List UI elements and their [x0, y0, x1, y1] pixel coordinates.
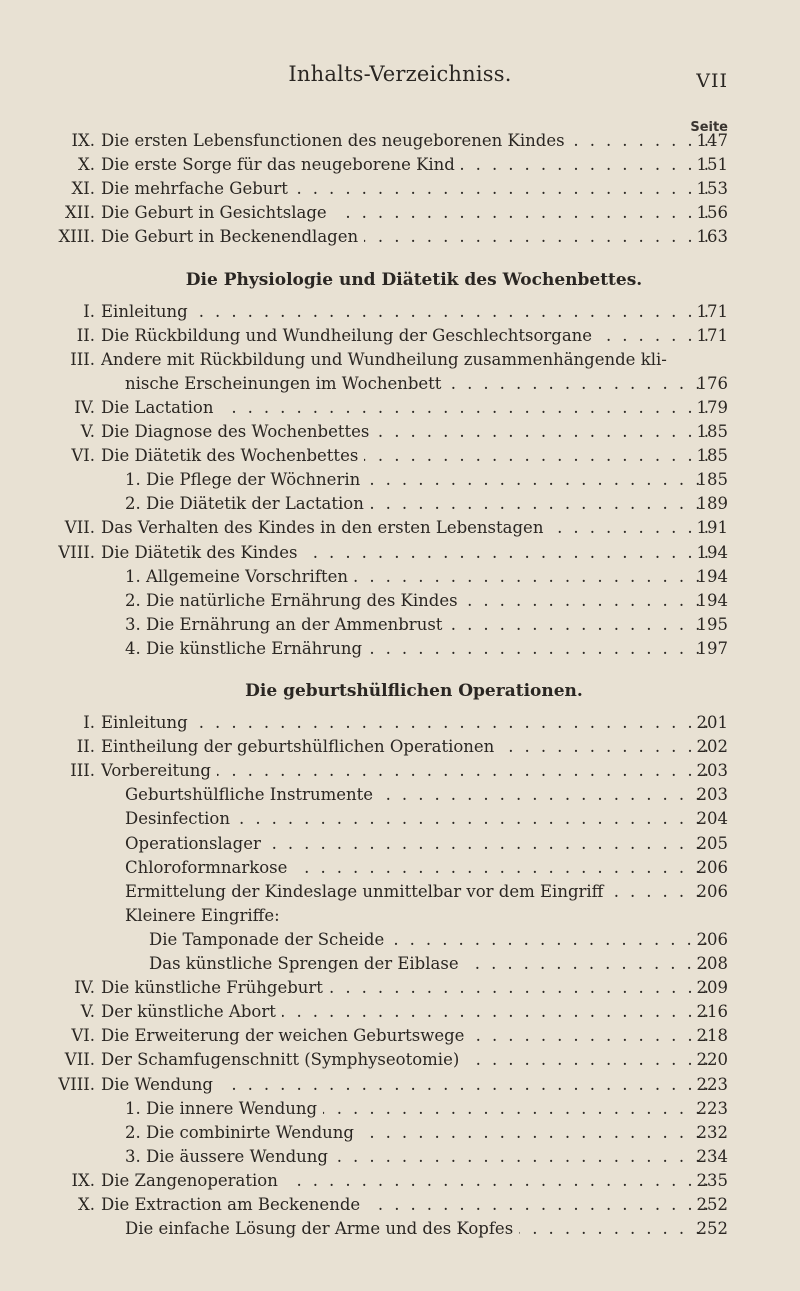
section-heading: Die Physiologie und Diätetik des Wochenbettes. [185, 269, 643, 290]
entry-page: 185 [696, 422, 728, 441]
entry-number: II. [76, 737, 95, 757]
entry-number: VI. [71, 1026, 95, 1046]
entry-page: 232 [696, 1122, 728, 1142]
entry-title: Operationslager . . . [125, 832, 708, 856]
toc-entry [0, 1145, 800, 1169]
entry-title: Die Diätetik des Kindes . . . [101, 541, 708, 565]
entry-title: Die Erweiterung der weichen Geburtswege . . . [101, 1024, 708, 1048]
entry-page: 203 [696, 785, 728, 805]
toc-entry [0, 832, 800, 856]
entry-title: 2. Die Diätetik der Lactation . . . [125, 492, 708, 516]
entry-title: Das Verhalten des Kindes in den ersten Lebenstagen . . . [101, 516, 708, 540]
entry-title: 1. Allgemeine Vorschriften . . . [125, 565, 708, 589]
toc-entry [0, 711, 800, 735]
entry-title: Die Wendung . . . [101, 1073, 708, 1097]
entry-title: Die Diagnose des Wochenbettes . . . [101, 420, 708, 444]
entry-page: 252 [696, 1195, 728, 1214]
entry-number: VI. [71, 446, 95, 466]
entry-title: Die Diätetik des Wochenbettes . . . [101, 444, 708, 468]
entry-page: 223 [696, 1098, 728, 1118]
toc-entry [0, 1121, 800, 1145]
entry-page: 194 [696, 566, 728, 586]
entry-title: Einleitung . . . [101, 711, 708, 735]
entry-page: 202 [696, 737, 728, 757]
entry-page: 206 [696, 857, 728, 877]
entry-number: V. [80, 1002, 95, 1022]
toc-entry [0, 1217, 800, 1241]
entry-number: VII. [64, 1050, 95, 1070]
entry-page: 209 [696, 978, 728, 998]
entry-title: Einleitung . . . [101, 300, 708, 324]
entry-number: IV. [74, 397, 95, 417]
toc-entry [0, 300, 800, 324]
toc-entry [0, 492, 800, 516]
entry-title: Das künstliche Sprengen der Eiblase . . . [149, 952, 708, 976]
toc-entry [0, 783, 800, 807]
toc-entry [0, 1024, 800, 1048]
entry-title: Die künstliche Frühgeburt . . . [101, 976, 708, 1000]
entry-page: 189 [696, 494, 728, 514]
entry-number: X. [78, 1195, 95, 1214]
toc-entry [0, 420, 800, 444]
entry-page: 171 [696, 301, 728, 321]
entry-number: II. [76, 325, 95, 345]
entry-title: 1. Die Pflege der Wöchnerin . . . [125, 468, 708, 492]
entry-page: 203 [696, 761, 728, 781]
entry-page: 185 [696, 470, 728, 490]
entry-page: 206 [696, 929, 728, 949]
entry-page: 191 [696, 518, 728, 538]
toc-entry [0, 856, 800, 880]
entry-number: VIII. [58, 1074, 95, 1094]
toc-entry [0, 880, 800, 904]
entry-page: 216 [696, 1002, 728, 1022]
entry-number: X. [78, 155, 95, 175]
toc-entry [0, 516, 800, 540]
entry-page: 194 [696, 542, 728, 562]
toc-entry [0, 396, 800, 420]
toc-entry [0, 1193, 800, 1217]
entry-page: 185 [696, 446, 728, 466]
entry-number: IV. [74, 978, 95, 998]
toc-entry [0, 225, 800, 249]
entry-title: Die erste Sorge für das neugeborene Kind . . . [101, 153, 708, 177]
entry-title: Die mehrfache Geburt . . . [101, 177, 708, 201]
entry-title: 2. Die natürliche Ernährung des Kindes . . . [125, 589, 708, 613]
toc-entry [0, 201, 800, 225]
entry-title: Kleinere Eingriffe: [125, 904, 728, 928]
toc-entry [0, 444, 800, 468]
entry-title: Die Geburt in Beckenendlagen . . . [101, 225, 708, 249]
entry-title: Chloroformnarkose . . . [125, 856, 708, 880]
entry-page: 208 [696, 954, 728, 973]
entry-number: III. [70, 349, 95, 369]
toc-entry [0, 735, 800, 759]
section-heading: Die geburtshülflichen Operationen. [245, 681, 583, 701]
toc-entry [0, 1000, 800, 1024]
toc-entry [0, 928, 800, 952]
entry-title: Der künstliche Abort . . . [101, 1000, 708, 1024]
toc-entry [0, 1097, 800, 1121]
running-head-title: Inhalts-Verzeichniss. [288, 62, 512, 86]
entry-page: 206 [696, 881, 728, 901]
toc-entry [0, 565, 800, 589]
toc-entry [0, 613, 800, 637]
entry-page: 235 [696, 1170, 728, 1190]
toc-entry [0, 177, 800, 201]
toc-entry [0, 324, 800, 348]
entry-title: 4. Die künstliche Ernährung . . . [125, 637, 708, 661]
entry-title: Die Extraction am Beckenende . . . [101, 1193, 708, 1217]
toc-entry [0, 1073, 800, 1097]
entry-title: Die Tamponade der Scheide . . . [149, 928, 708, 952]
entry-title: Geburtshülfliche Instrumente . . . [125, 783, 708, 807]
toc-entry [0, 372, 800, 396]
entry-page: 220 [696, 1050, 728, 1070]
entry-page: 151 [696, 155, 728, 175]
column-label-seite: Seite [690, 120, 728, 135]
entry-number: VIII. [58, 542, 95, 562]
entry-number: IX. [71, 1170, 95, 1190]
entry-number: VII. [64, 518, 95, 538]
entry-number: XIII. [58, 227, 95, 247]
toc-entry [0, 348, 800, 372]
entry-page: 179 [696, 397, 728, 417]
entry-page: 252 [696, 1219, 728, 1239]
entry-title: 2. Die combinirte Wendung . . . [125, 1121, 708, 1145]
entry-title: Die Lactation . . . [101, 396, 708, 420]
entry-title: Der Schamfugenschnitt (Symphyseotomie) . . . [101, 1048, 708, 1072]
entry-page: 223 [696, 1074, 728, 1094]
toc-entry [0, 637, 800, 661]
entry-title: Vorbereitung . . . [101, 759, 708, 783]
entry-title: Die Geburt in Gesichtslage . . . [101, 201, 708, 225]
entry-title: Die Rückbildung und Wundheilung der Geschlechtsorgane . . . [101, 324, 708, 348]
entry-title: 1. Die innere Wendung . . . [125, 1097, 708, 1121]
entry-number: V. [80, 422, 95, 441]
toc-entry [0, 468, 800, 492]
entry-page: 194 [696, 590, 728, 610]
entry-page: 204 [696, 809, 728, 829]
entry-title: 3. Die äussere Wendung . . . [125, 1145, 708, 1169]
entry-title: Ermittelung der Kindeslage unmittelbar vor dem Eingriff . . . [125, 880, 708, 904]
entry-page: 171 [696, 325, 728, 345]
toc-entry [0, 589, 800, 613]
toc-entry [0, 1169, 800, 1193]
entry-title: nische Erscheinungen im Wochenbett . . . [125, 372, 708, 396]
page-number: VII [696, 70, 728, 92]
entry-page: 176 [696, 373, 728, 393]
toc-entry [0, 541, 800, 565]
entry-page: 153 [696, 179, 728, 199]
entry-number: IX. [71, 131, 95, 150]
toc-entry [0, 807, 800, 831]
entry-page: 197 [696, 638, 728, 658]
toc-entry [0, 1048, 800, 1072]
entry-page: 195 [696, 614, 728, 634]
entry-title: Die einfache Lösung der Arme und des Kopfes . . . [125, 1217, 708, 1241]
toc-entry [0, 759, 800, 783]
entry-title: 3. Die Ernährung an der Ammenbrust . . . [125, 613, 708, 637]
entry-title: Eintheilung der geburtshülflichen Operationen . . . [101, 735, 708, 759]
toc-entry [0, 904, 800, 928]
toc-entry [0, 952, 800, 976]
entry-page: 218 [696, 1026, 728, 1046]
entry-number: XII. [64, 203, 95, 223]
entry-number: I. [83, 301, 95, 321]
entry-title: Die ersten Lebensfunctionen des neugeborenen Kindes . . . [101, 129, 708, 153]
entry-title: Desinfection . . . [125, 807, 708, 831]
entry-number: III. [70, 761, 95, 781]
entry-title: Die Zangenoperation . . . [101, 1169, 708, 1193]
entry-page: 156 [696, 203, 728, 223]
toc-entry [0, 976, 800, 1000]
toc-entry [0, 129, 800, 153]
entry-number: I. [83, 713, 95, 732]
entry-page: 201 [696, 713, 728, 732]
entry-title: Andere mit Rückbildung und Wundheilung zusammenhängende kli- [101, 348, 728, 372]
entry-page: 163 [696, 227, 728, 247]
entry-page: 234 [696, 1146, 728, 1166]
entry-page: 205 [696, 833, 728, 853]
entry-page: 147 [696, 131, 728, 150]
toc-entry [0, 153, 800, 177]
entry-number: XI. [71, 179, 95, 199]
